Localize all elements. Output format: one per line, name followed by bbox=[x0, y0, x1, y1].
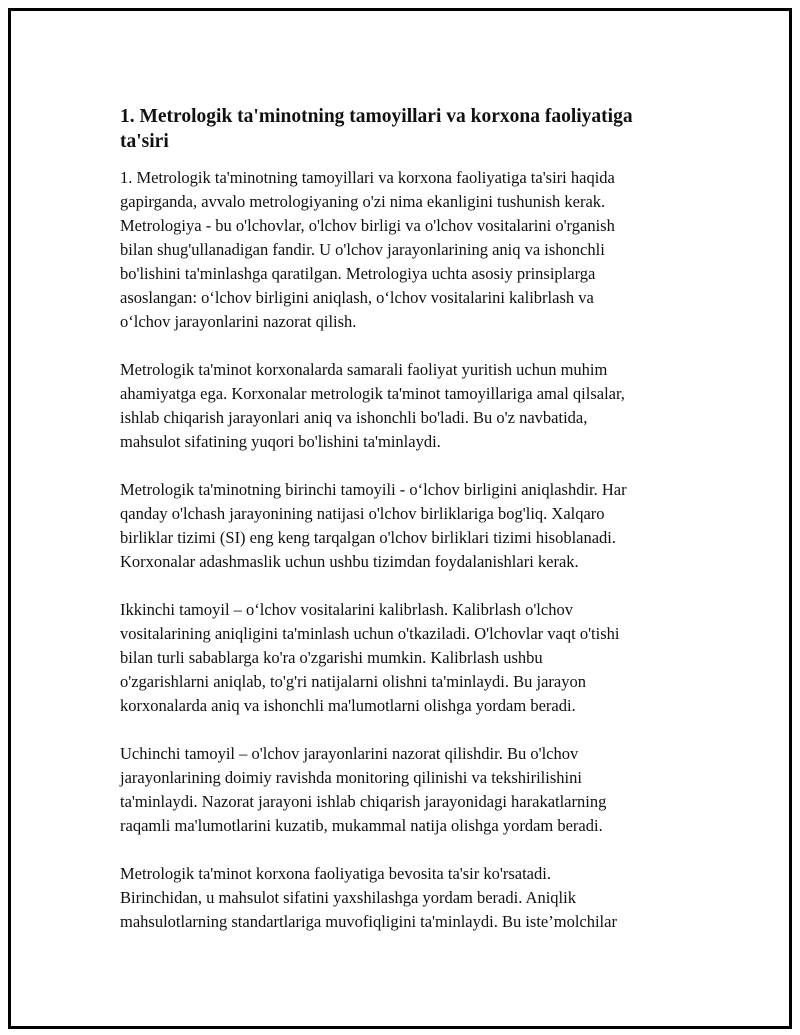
title-line: 1. Metrologik ta'minotning tamoyillari va korxona faoliyatiga bbox=[120, 106, 633, 127]
text-line: korxonalarda aniq va ishonchli ma'lumotlarni olishga yordam beradi. bbox=[120, 696, 576, 715]
text-line: Uchinchi tamoyil – o'lchov jarayonlarini nazorat qilishdir. Bu o'lchov bbox=[120, 744, 579, 763]
text-line: raqamli ma'lumotlarini kuzatib, mukammal natija olishga yordam beradi. bbox=[120, 816, 603, 835]
text-line: asoslangan: o‘lchov birligini aniqlash, o‘lchov vositalarini kalibrlash va bbox=[120, 288, 594, 307]
text-line: Ikkinchi tamoyil – o‘lchov vositalarini kalibrlash. Kalibrlash o'lchov bbox=[120, 600, 573, 619]
page-frame bbox=[8, 8, 792, 1029]
text-line: Metrologik ta'minot korxonalarda samarali faoliyat yuritish uchun muhim bbox=[120, 360, 608, 379]
paragraph-2 bbox=[120, 358, 700, 454]
text-line: bo'lishini ta'minlashga qaratilgan. Metrologiya uchta asosiy prinsiplarga bbox=[120, 264, 596, 283]
text-line: vositalarining aniqligini ta'minlash uchun o'tkaziladi. O'lchovlar vaqt o'tishi bbox=[120, 624, 620, 643]
text-line: Metrologik ta'minot korxona faoliyatiga bevosita ta'sir ko'rsatadi. bbox=[120, 864, 551, 883]
text-line: o‘lchov jarayonlarini nazorat qilish. bbox=[120, 312, 357, 331]
text-line: ta'minlaydi. Nazorat jarayoni ishlab chiqarish jarayonidagi harakatlarning bbox=[120, 792, 607, 811]
text-line: o'zgarishlarni aniqlab, to'g'ri natijalarni olishni ta'minlaydi. Bu jarayon bbox=[120, 672, 586, 691]
text-line: Metrologiya - bu o'lchovlar, o'lchov birligi va o'lchov vositalarini o'rganish bbox=[120, 216, 615, 235]
paragraph-6 bbox=[120, 862, 700, 934]
document-body bbox=[120, 104, 700, 958]
text-line: 1. Metrologik ta'minotning tamoyillari va korxona faoliyatiga ta'siri haqida bbox=[120, 168, 615, 187]
text-line: qanday o'lchash jarayonining natijasi o'lchov birliklariga bog'liq. Xalqaro bbox=[120, 504, 605, 523]
text-line: Metrologik ta'minotning birinchi tamoyili - o‘lchov birligini aniqlashdir. Har bbox=[120, 480, 627, 499]
paragraph-1 bbox=[120, 166, 700, 334]
text-line: ishlab chiqarish jarayonlari aniq va ishonchli bo'ladi. Bu o'z navbatida, bbox=[120, 408, 588, 427]
text-line: bilan turli sabablarga ko'ra o'zgarishi mumkin. Kalibrlash ushbu bbox=[120, 648, 543, 667]
text-line: birliklar tizimi (SI) eng keng tarqalgan o'lchov birliklari tizimi hisoblanadi. bbox=[120, 528, 617, 547]
paragraph-3 bbox=[120, 478, 700, 574]
text-line: Korxonalar adashmaslik uchun ushbu tizimdan foydalanishlari kerak. bbox=[120, 552, 579, 571]
title-line: ta'siri bbox=[120, 131, 169, 152]
document-title bbox=[120, 104, 700, 154]
text-line: jarayonlarining doimiy ravishda monitoring qilinishi va tekshirilishini bbox=[120, 768, 582, 787]
text-line: mahsulotlarning standartlariga muvofiqligini ta'minlaydi. Bu iste’molchilar bbox=[120, 912, 617, 931]
text-line: mahsulot sifatining yuqori bo'lishini ta'minlaydi. bbox=[120, 432, 441, 451]
paragraph-4 bbox=[120, 598, 700, 718]
text-line: gapirganda, avvalo metrologiyaning o'zi nima ekanligini tushunish kerak. bbox=[120, 192, 606, 211]
paragraph-5 bbox=[120, 742, 700, 838]
text-line: bilan shug'ullanadigan fandir. U o'lchov jarayonlarining aniq va ishonchli bbox=[120, 240, 605, 259]
text-line: ahamiyatga ega. Korxonalar metrologik ta'minot tamoyillariga amal qilsalar, bbox=[120, 384, 625, 403]
text-line: Birinchidan, u mahsulot sifatini yaxshilashga yordam beradi. Aniqlik bbox=[120, 888, 576, 907]
